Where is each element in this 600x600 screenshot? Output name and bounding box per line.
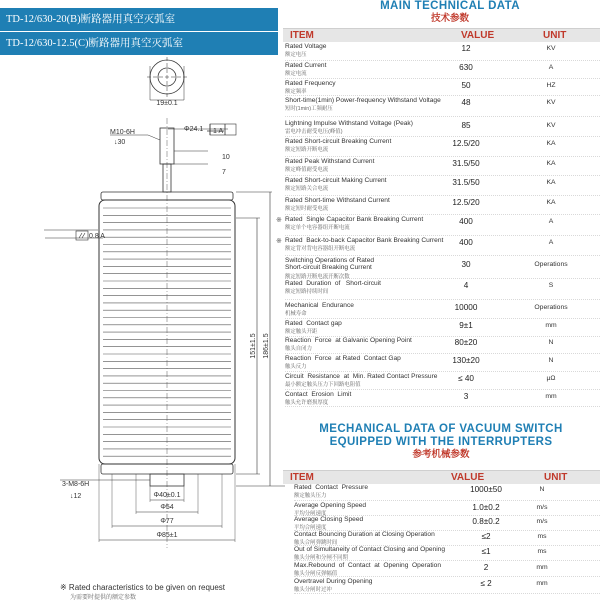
banner-model-b: TD-12/630-20(B)断路器用真空灭弧室 [0, 8, 278, 31]
row-label: Contact Erosion Limit [285, 391, 352, 398]
row-mark: ※ [276, 238, 282, 245]
row-label-zh: 额定短路开断电流开断次数 [285, 273, 350, 280]
row-label-zh: 额定触头开距 [285, 329, 318, 336]
row-label-zh: 触头允许磨损厚度 [285, 400, 329, 407]
row-unit: mm [545, 322, 557, 329]
technical-row [285, 337, 600, 354]
mechanical-col-value: VALUE [451, 472, 485, 483]
row-value: 80±20 [454, 338, 478, 347]
row-label-zh: 额定峰值耐受电流 [285, 167, 329, 174]
row-unit: ms [537, 533, 547, 540]
row-label-zh: 雷电冲击耐受电压(峰值) [285, 129, 343, 136]
row-label-zh: 触头自闭力 [285, 346, 312, 353]
row-label: Out of Simultaneity of Contact Closing and Opening [294, 546, 446, 553]
dim-m8: 3-M8-6H [62, 481, 90, 488]
row-label-zh: 触头分闸反弹幅值 [294, 571, 338, 578]
mechanical-row [294, 484, 600, 501]
row-value: 12.5/20 [452, 198, 480, 207]
row-unit: KV [546, 122, 556, 129]
dim-flatness: 0.8 A [89, 233, 105, 240]
row-unit: KA [546, 160, 556, 167]
interrupter-drawing [0, 56, 300, 596]
row-label: Rated Frequency [285, 80, 336, 87]
technical-row [285, 138, 600, 157]
row-value: 130±20 [452, 356, 480, 365]
dim-54: Φ54 [160, 504, 174, 511]
row-label-zh: 额定频率 [285, 89, 307, 96]
row-value: 12 [461, 44, 471, 53]
dim-1a: 1 A [213, 128, 224, 135]
dim-85: Φ85±1 [156, 532, 178, 539]
technical-row [285, 43, 600, 61]
row-label: Rated Contact gap [285, 320, 342, 327]
mechanical-row [294, 531, 600, 546]
mechanical-section-title [282, 423, 600, 461]
row-label: Contact Bouncing Duration at Closing Operation [294, 531, 435, 538]
technical-row [285, 320, 600, 337]
row-label-zh: 最小额定触头压力下回路电阻值 [285, 382, 361, 389]
row-label-zh: 平均分闸速度 [294, 511, 327, 518]
row-value: 1.0±0.2 [472, 503, 500, 512]
row-label: Mechanical Endurance [285, 302, 354, 309]
row-unit: N [539, 486, 545, 493]
row-value: 4 [463, 281, 469, 290]
row-label: Rated Short-circuit Breaking Current [285, 138, 392, 145]
row-unit: KV [546, 45, 556, 52]
row-label: Rated Back-to-back Capacitor Bank Breaking Current [285, 237, 444, 244]
technical-row [285, 302, 600, 319]
dim-30: ↓30 [114, 139, 126, 146]
mechanical-row [294, 546, 600, 561]
dim-151: 151±1.5 [250, 333, 257, 359]
row-label-zh: 触头分闸和分闸不同期 [294, 555, 348, 562]
row-label: Rated Contact Pressure [294, 484, 369, 491]
row-value: 50 [461, 81, 471, 90]
technical-section-title [300, 0, 600, 25]
row-unit: μΩ [546, 375, 556, 382]
row-label-zh: 额定单个电容器组开断电流 [285, 225, 350, 232]
technical-row [276, 237, 600, 256]
row-label-zh: 额定电压 [285, 52, 307, 59]
dim-40: Φ40±0.1 [153, 492, 181, 499]
row-label: Rated Single Capacitor Bank Breaking Current [285, 216, 424, 223]
row-label-zh: 触头分闸时过冲 [294, 587, 332, 594]
row-unit: HZ [546, 82, 556, 89]
technical-row [285, 373, 600, 390]
technical-row [285, 97, 600, 117]
row-unit: m/s [536, 518, 548, 525]
row-label-zh: 触头合闸弹跳时间 [294, 540, 338, 547]
row-unit: m/s [536, 504, 548, 511]
mechanical-row [294, 562, 600, 577]
row-value: 400 [459, 217, 473, 226]
row-value: ≤2 [481, 532, 491, 541]
dim-m10: M10-6H [110, 129, 135, 136]
footnote-text: ※ Rated characteristics to be given on request [60, 583, 226, 592]
row-unit: KA [546, 140, 556, 147]
dim-186: 186±1.5 [263, 333, 270, 359]
dim-10: 10 [222, 154, 230, 161]
row-value: 10000 [454, 303, 478, 312]
footnote-text-zh: 为需要时提供的额定参数 [70, 595, 137, 600]
row-mark: ※ [276, 217, 282, 224]
technical-row [285, 257, 600, 279]
mechanical-row [294, 578, 600, 594]
mechanical-title-2: EQUIPPED WITH THE INTERRUPTERS [329, 436, 553, 448]
row-label: Average Closing Speed [294, 516, 364, 523]
dim-12: ↓12 [70, 493, 82, 500]
technical-title: MAIN TECHNICAL DATA [380, 0, 520, 12]
row-label: Rated Voltage [285, 43, 327, 50]
row-value: ≤ 40 [458, 374, 474, 383]
dim-24: Φ24.1 [184, 126, 204, 133]
row-unit: N [548, 357, 554, 364]
row-label: Rated Current [285, 62, 327, 69]
row-unit: Operations [534, 261, 568, 268]
row-label: Lightning Impulse Withstand Voltage (Peak) [285, 120, 413, 127]
row-unit: Operations [534, 304, 568, 311]
row-unit: A [548, 239, 554, 246]
row-value: 12.5/20 [452, 139, 480, 148]
mechanical-col-item: ITEM [290, 472, 314, 483]
technical-row [285, 158, 600, 176]
technical-table-header [283, 28, 600, 42]
row-label-zh: 额定短时耐受电流 [285, 206, 329, 213]
banner-model-c: TD-12/630-12.5(C)断路器用真空灭弧室 [0, 32, 278, 55]
row-label-zh: 触头反力 [285, 364, 307, 371]
row-label-zh: 额定短路开断电流 [285, 147, 329, 154]
row-unit: mm [536, 564, 548, 571]
dim-7: 7 [222, 169, 226, 176]
technical-row [285, 62, 600, 79]
row-unit: mm [545, 393, 557, 400]
row-value: 9±1 [459, 321, 473, 330]
row-value: 48 [461, 98, 471, 107]
row-label: Rated Short-circuit Making Current [285, 177, 387, 184]
row-value: 31.5/50 [452, 159, 480, 168]
technical-col-unit: UNIT [543, 30, 567, 41]
technical-row [285, 355, 600, 372]
technical-col-item: ITEM [290, 30, 314, 41]
technical-row [276, 216, 600, 236]
row-value: 1000±50 [470, 485, 502, 494]
row-label-zh: 额定短路持续时间 [285, 289, 329, 296]
row-unit: KV [546, 99, 556, 106]
row-label-zh: 额定电流 [285, 71, 307, 78]
row-label: Rated Short-time Withstand Current [285, 197, 390, 204]
row-label: Reaction Force at Rated Contact Gap [285, 355, 401, 362]
row-value: 31.5/50 [452, 178, 480, 187]
row-label: Switching Operations of Rated Short-circuit Breaking Current [285, 257, 375, 272]
row-unit: N [548, 339, 554, 346]
technical-row [285, 280, 600, 300]
row-value: ≤ 2 [480, 579, 492, 588]
row-label-zh: 额定触头压力 [294, 493, 327, 500]
technical-row [285, 80, 600, 96]
row-label-zh: 机械寿命 [285, 311, 307, 318]
row-label-zh: 平均合闸速度 [294, 525, 327, 532]
mechanical-title-zh: 参考机械参数 [412, 449, 470, 460]
technical-row [285, 177, 600, 196]
mechanical-table-header [283, 470, 600, 484]
row-value: 630 [459, 63, 473, 72]
row-value: 0.8±0.2 [472, 517, 500, 526]
row-label-zh: 短时(1min)工频耐压 [285, 106, 333, 113]
technical-row [285, 197, 600, 215]
row-unit: KA [546, 199, 556, 206]
row-unit: KA [546, 179, 556, 186]
dim-77: Φ77 [160, 518, 174, 525]
row-value: 2 [483, 563, 489, 572]
dim-19: 19±0.1 [156, 100, 178, 107]
row-label: Overtravel During Opening [294, 578, 373, 585]
row-value: 400 [459, 238, 473, 247]
row-unit: S [548, 282, 554, 289]
row-label: Rated Duration of Short-circuit [285, 280, 382, 287]
parallelism-icon [79, 233, 85, 238]
row-label: Average Opening Speed [294, 502, 367, 509]
mechanical-row [294, 502, 600, 516]
row-label: Max.Rebound of Contact at Opening Operation [294, 562, 441, 569]
technical-col-value: VALUE [461, 30, 495, 41]
mechanical-col-unit: UNIT [544, 472, 568, 483]
row-value: 85 [461, 121, 471, 130]
row-value: ≤1 [481, 547, 491, 556]
row-value: 3 [463, 392, 469, 401]
row-label: Rated Peak Withstand Current [285, 158, 375, 165]
technical-row [285, 391, 600, 407]
row-unit: A [548, 218, 554, 225]
mechanical-title: MECHANICAL DATA OF VACUUM SWITCH [319, 423, 563, 435]
row-value: 30 [461, 260, 471, 269]
row-label-zh: 额定短路关合电流 [285, 186, 329, 193]
row-unit: A [548, 64, 554, 71]
row-label: Short-time(1min) Power-frequency Withstand Voltage [285, 97, 441, 104]
technical-title-zh: 技术参数 [430, 13, 469, 24]
technical-row [285, 120, 600, 137]
row-unit: mm [536, 580, 548, 587]
row-label-zh: 额定背对背电容器组开断电流 [285, 246, 356, 253]
row-label: Reaction Force at Galvanic Opening Point [285, 337, 412, 344]
row-label: Circuit Resistance at Min. Rated Contact Pressure [285, 373, 438, 380]
flatness-symbol-box [76, 231, 88, 240]
footnote [60, 583, 280, 600]
row-unit: ms [537, 548, 547, 555]
mechanical-row [294, 516, 600, 531]
